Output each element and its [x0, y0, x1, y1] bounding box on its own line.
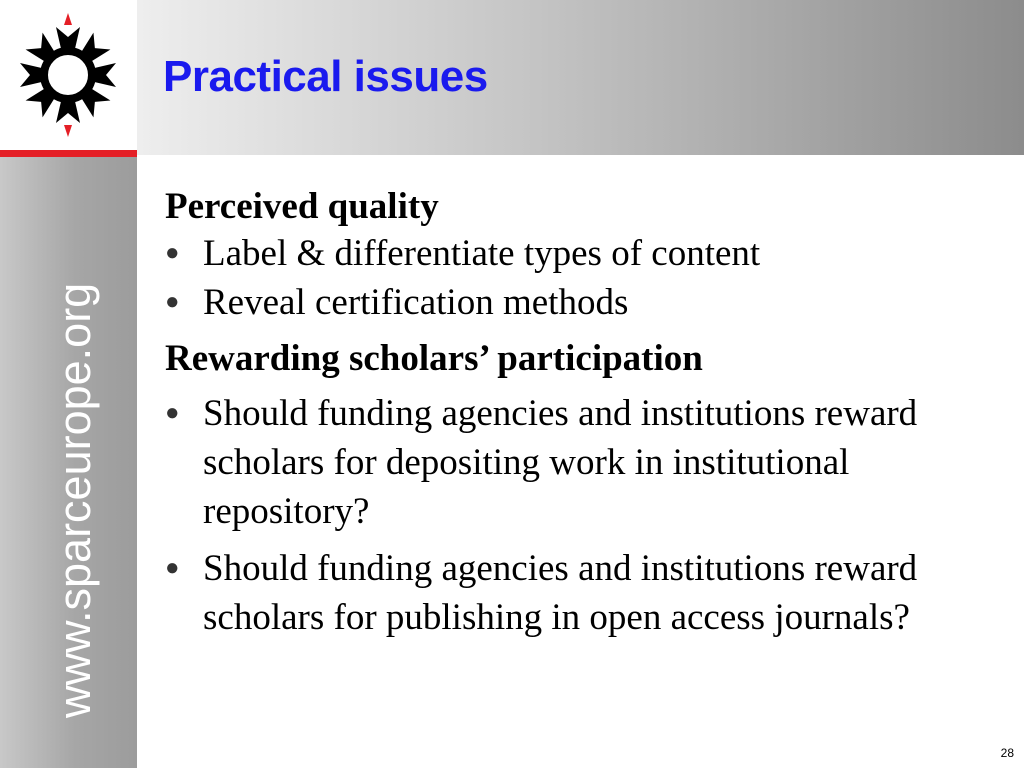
bullet-dot-icon: ●: [165, 400, 180, 426]
bullet-text: Should funding agencies and institutions reward scholars for depositing work in institutional repository?: [203, 393, 918, 532]
section-heading-perceived-quality: Perceived quality: [165, 186, 439, 227]
bullet-text: Should funding agencies and institutions reward scholars for publishing in open access journals?: [203, 548, 918, 638]
bullet-item: [165, 229, 985, 278]
sparc-europe-star-logo-icon: [4, 12, 132, 138]
bullet-item: [165, 544, 985, 642]
bullet-dot-icon: ●: [165, 555, 180, 581]
bullet-dot-icon: ●: [165, 240, 180, 266]
slide-title: Practical issues: [163, 52, 488, 101]
bullet-dot-icon: ●: [165, 289, 180, 315]
title-bar: [137, 0, 1024, 155]
bullet-item: [165, 389, 985, 536]
side-url-text: www.sparceurope.org: [49, 282, 100, 718]
bullet-item: [165, 278, 985, 327]
section-heading-rewarding-scholars: Rewarding scholars’ participation: [165, 338, 703, 379]
red-divider: [0, 150, 137, 157]
page-number: 28: [1000, 746, 1014, 760]
slide-body: [165, 185, 985, 642]
bullet-text: Reveal certification methods: [203, 282, 629, 323]
bullet-text: Label & differentiate types of content: [203, 233, 761, 274]
logo: [0, 0, 137, 150]
